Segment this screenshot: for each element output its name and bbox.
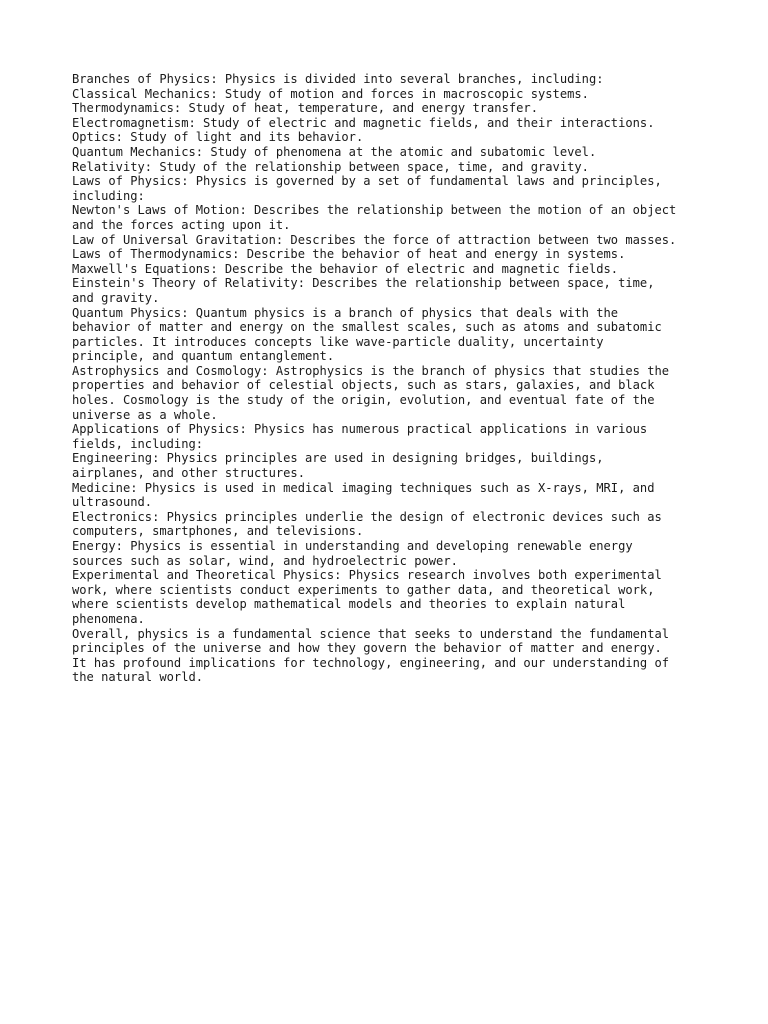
text-line: ultrasound.: [72, 495, 153, 510]
text-line: It has profound implications for technology, engineering, and our understanding of: [72, 655, 670, 670]
text-line: Electromagnetism: Study of electric and magnetic fields, and their interactions.: [72, 115, 655, 130]
text-line: Branches of Physics: Physics is divided into several branches, including:: [72, 72, 604, 86]
text-line: Newton's Laws of Motion: Describes the relationship between the motion of an object: [72, 203, 677, 218]
text-line: Energy: Physics is essential in understanding and developing renewable energy: [72, 539, 633, 553]
text-line: work, where scientists conduct experiments to gather data, and theoretical work,: [72, 582, 655, 597]
document-page: [72, 72, 712, 685]
text-line: Overall, physics is a fundamental science that seeks to understand the fundamental: [72, 626, 670, 641]
text-line: Thermodynamics: Study of heat, temperature, and energy transfer.: [72, 101, 538, 116]
text-line: including:: [72, 188, 145, 203]
text-line: Astrophysics and Cosmology: Astrophysics is the branch of physics that studies the: [72, 363, 670, 378]
text-line: where scientists develop mathematical models and theories to explain natural: [72, 597, 626, 612]
text-line: Quantum Mechanics: Study of phenomena at the atomic and subatomic level.: [72, 144, 597, 159]
text-line: holes. Cosmology is the study of the origin, evolution, and eventual fate of the: [72, 393, 655, 408]
text-line: phenomena.: [72, 611, 145, 626]
text-line: and the forces acting upon it.: [72, 217, 291, 232]
text-line: Relativity: Study of the relationship between space, time, and gravity.: [72, 159, 589, 174]
text-line: and gravity.: [72, 290, 160, 305]
text-line: Classical Mechanics: Study of motion and forces in macroscopic systems.: [72, 86, 589, 101]
text-line: Einstein's Theory of Relativity: Describes the relationship between space, time,: [72, 276, 655, 291]
text-line: particles. It introduces concepts like wave-particle duality, uncertainty: [72, 334, 604, 349]
text-line: Optics: Study of light and its behavior.: [72, 130, 364, 145]
text-line: Laws of Physics: Physics is governed by a set of fundamental laws and principles,: [72, 174, 662, 189]
text-line: Applications of Physics: Physics has numerous practical applications in various: [72, 422, 648, 437]
text-line: universe as a whole.: [72, 407, 218, 422]
text-line: principle, and quantum entanglement.: [72, 349, 335, 364]
text-line: Laws of Thermodynamics: Describe the behavior of heat and energy in systems.: [72, 247, 626, 262]
text-line: principles of the universe and how they govern the behavior of matter and energy.: [72, 641, 662, 656]
text-line: computers, smartphones, and televisions.: [72, 524, 364, 539]
text-line: Quantum Physics: Quantum physics is a branch of physics that deals with the: [72, 305, 619, 320]
text-line: the natural world.: [72, 670, 204, 685]
text-line: airplanes, and other structures.: [72, 466, 305, 481]
text-line: Electronics: Physics principles underlie the design of electronic devices such as: [72, 509, 662, 524]
text-line: Maxwell's Equations: Describe the behavior of electric and magnetic fields.: [72, 261, 619, 276]
text-line: Experimental and Theoretical Physics: Physics research involves both experimental: [72, 568, 662, 583]
text-line: behavior of matter and energy on the smallest scales, such as atoms and subatomic: [72, 320, 662, 335]
text-line: properties and behavior of celestial objects, such as stars, galaxies, and black: [72, 378, 655, 393]
text-line: Law of Universal Gravitation: Describes the force of attraction between two masses.: [72, 232, 677, 247]
text-line: Engineering: Physics principles are used in designing bridges, buildings,: [72, 451, 604, 466]
text-line: sources such as solar, wind, and hydroelectric power.: [72, 553, 458, 568]
text-line: Medicine: Physics is used in medical imaging techniques such as X-rays, MRI, and: [72, 480, 655, 495]
text-line: fields, including:: [72, 436, 204, 451]
